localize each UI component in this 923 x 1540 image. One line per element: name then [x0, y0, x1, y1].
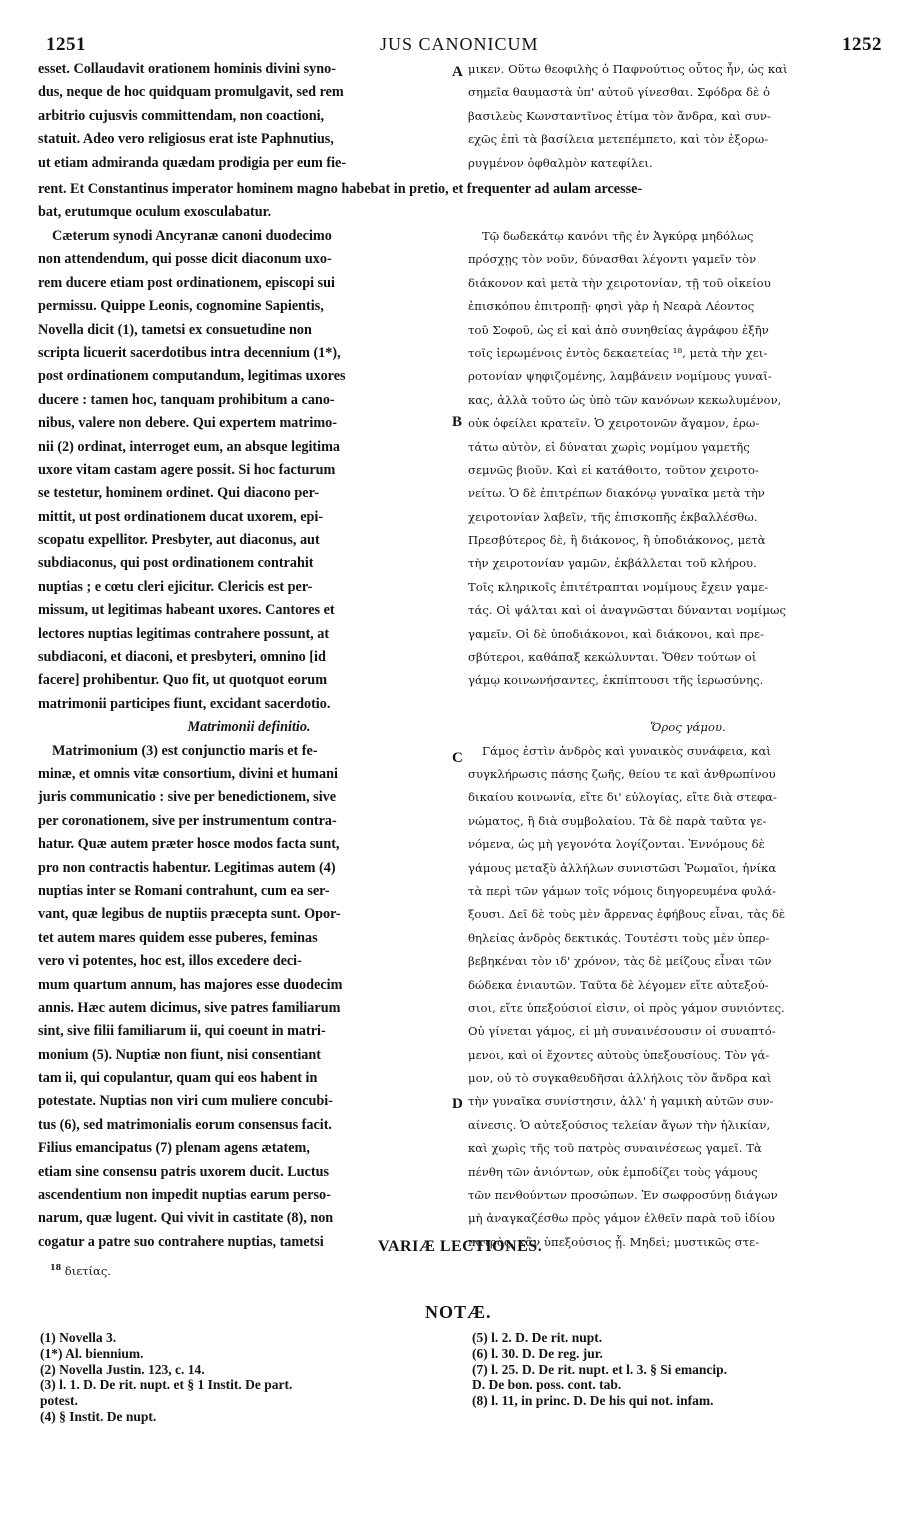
note-line: D. De bon. poss. cont. tab.: [472, 1377, 622, 1393]
variant-text: διετίας.: [64, 1263, 111, 1278]
greek-line: σιοι, εἴτε ὑπεξούσιοί εἰσιν, οἱ πρὸς γάμον συνιόντες.: [468, 1000, 785, 1015]
latin-line: vant, quæ legibus de nuptiis præcepta sunt. Opor-: [38, 906, 341, 923]
greek-line: κας, ἀλλὰ τοῦτο ὡς ὑπὸ τῶν κανόνων κεκωλυμένον,: [468, 392, 782, 407]
latin-column-main: [38, 225, 463, 1254]
greek-column-top: [468, 58, 908, 175]
greek-line: νείτω. Ὁ δὲ ἐπιτρέπων διακόνῳ γυναῖκα μετὰ τὴν: [468, 486, 765, 501]
latin-line: permissu. Quippe Leonis, cognomine Sapientis,: [38, 298, 324, 315]
greek-line: βασιλεὺς Κωνσταντῖνος ἐτίμα τὸν ἄνδρα, καὶ συν-: [468, 108, 771, 123]
greek-line: διάκονον καὶ μετὰ τὴν χειροτονίαν, τῇ τοῦ οἰκείου: [468, 275, 771, 290]
greek-line: Ὅρος γάμου.: [650, 720, 726, 735]
greek-line: Πρεσβύτερος δὲ, ἢ διάκονος, ἢ ὑποδιάκονος, μετὰ: [468, 533, 766, 548]
note-line: (5) l. 2. D. De rit. nupt.: [472, 1330, 603, 1345]
latin-line: scopatu expellitor. Presbyter, aut diaconus, aut: [38, 532, 320, 549]
latin-line: subdiaconus, qui post ordinationem contrahit: [38, 555, 314, 572]
latin-line: ut etiam admiranda quædam prodigia per eum fie-: [38, 154, 347, 171]
greek-line: Τῷ δωδεκάτῳ κανόνι τῆς ἐν Ἀγκύρᾳ μηδόλως: [482, 229, 754, 243]
margin-marker-d: D: [452, 1096, 463, 1112]
latin-line: ascendentium non impedit nuptias earum perso-: [38, 1187, 331, 1204]
latin-full-width-lines: [38, 178, 908, 225]
latin-line: rem ducere etiam post ordinationem, episcopi sui: [38, 274, 336, 291]
greek-line: [468, 693, 908, 716]
greek-line: τὴν χειροτονίαν γαμῶν, ἐκβάλλεται τοῦ κλήρου.: [468, 556, 757, 571]
latin-column-top: [38, 58, 458, 175]
greek-line: νώματος, ἢ διὰ συμβολαίου. Τὰ δὲ παρὰ ταῦτα γε-: [468, 813, 767, 828]
greek-line: ἐπισκόπου ἐπιτροπῇ· φησὶ γὰρ ἡ Νεαρὰ Λέοντος: [468, 299, 755, 314]
greek-line: μὴ ἀναγκαζέσθω πρὸς γάμον ἐλθεῖν παρὰ τοῦ ἰδίου: [468, 1211, 775, 1226]
greek-line: Γάμος ἐστὶν ἀνδρὸς καὶ γυναικὸς συνάφεια, καὶ: [482, 743, 771, 758]
latin-line: arbitrio cujusvis committendam, non coactioni,: [38, 107, 325, 124]
greek-line: πένθη τῶν ἀνιόντων, οὐκ ἐμποδίζει τοὺς γάμους: [468, 1164, 758, 1179]
latin-line: vero vi potentes, hoc est, illos excedere deci-: [38, 953, 302, 970]
notes-column-right: [472, 1330, 912, 1409]
greek-line: εχῶς ἐπὶ τὰ βασίλεια μετεπέμπετο, καὶ τὸν ἐξορω-: [468, 132, 769, 147]
latin-line: per coronationem, sive per instrumentum contra-: [38, 812, 337, 829]
greek-line: γαμεῖν. Οἱ δὲ ὑποδιάκονοι, καὶ διάκονοι, καὶ πρε-: [468, 626, 765, 641]
greek-line: τοῦ Σοφοῦ, ὡς εἰ καὶ ἀπὸ συνηθείας ἀγράφου ἐξῆν: [468, 322, 769, 337]
latin-line: Matrimonium (3) est conjunctio maris et fe-: [52, 742, 318, 759]
greek-line: Οὐ γίνεται γάμος, εἰ μὴ συναινέσουσιν οἱ συναπτό-: [468, 1024, 776, 1039]
greek-line: τὰ περὶ τῶν γάμων τοῖς νόμοις διηγορευμένα φυλά-: [468, 883, 777, 898]
greek-line: γάμῳ κοινωνήσαντες, ἐκπίπτουσι τῆς ἱερωσύνης.: [468, 673, 764, 688]
margin-marker-b: B: [452, 414, 463, 430]
page-number-left: 1251: [46, 34, 86, 55]
greek-line: πρόσχῃς τὸν νοῦν, δύνασθαι λέγοντι γαμεῖν τὸν: [468, 252, 757, 267]
greek-line: τάτω αὐτὸν, εἰ δύναται χωρὶς νομίμου γαμετῆς: [468, 439, 750, 454]
latin-line: nuptias inter se Romani contrahunt, cum ea ser-: [38, 882, 330, 899]
latin-line: nuptias ; e cœtu cleri ejicitur. Clericis est per-: [38, 578, 313, 595]
running-title: JUS CANONICUM: [380, 34, 539, 54]
greek-line: σβύτεροι, καθάπαξ κεκώλυνται. Ὅθεν τούτων οἱ: [468, 650, 757, 665]
latin-line: post ordinationem computandum, legitimas uxores: [38, 368, 346, 385]
latin-line: annis. Hæc autem dicimus, sive patres familiarum: [38, 999, 341, 1016]
latin-line: Matrimonii definitio.: [187, 719, 311, 736]
latin-line: bat, erutumque oculum exosculabatur.: [38, 204, 272, 221]
latin-line: lectores nuptias legitimas contrahere possunt, at: [38, 625, 330, 642]
latin-line: narum, quæ lugent. Qui vivit in castitate (8), non: [38, 1210, 334, 1227]
greek-line: νόμενα, ὡς μὴ γεγονότα λογίζονται. Ἐννόμους δὲ: [468, 837, 765, 852]
note-line: potest.: [40, 1393, 78, 1409]
greek-line: ροτονίαν ψηφιζομένης, λαμβάνειν νομίμους γυναῖ-: [468, 369, 772, 384]
latin-line: mum quartum annum, has majores esse duodecim: [38, 976, 343, 993]
greek-line: μικεν. Οὕτω θεοφιλὴς ὁ Παφνούτιος οὗτος ἦν, ὡς καὶ: [468, 62, 788, 76]
variae-lectiones-heading: VARIÆ LECTIONES.: [378, 1238, 543, 1255]
greek-line: μον, οὐ τὸ συγκαθευδῆσαι ἀλλήλοις τὸν ἄνδρα καὶ: [468, 1071, 772, 1086]
latin-line: missum, ut legitimas habeant uxores. Cantores et: [38, 602, 335, 619]
greek-line: μενοι, καὶ οἱ ἔχοντες αὐτοὺς ὑπεξουσίους. Τὸν γά-: [468, 1047, 770, 1062]
note-line: (8) l. 11, in princ. D. De his qui not. infam.: [472, 1393, 714, 1409]
greek-line: Τοῖς κληρικοῖς ἐπιτέτραπται νομίμους ἔχειν γαμε-: [468, 579, 769, 594]
latin-line: Novella dicit (1), tametsi ex consuetudine non: [38, 321, 312, 338]
latin-line: dus, neque de hoc quidquam promulgavit, sed rem: [38, 84, 344, 101]
greek-line: τοῖς ἱερωμένοις ἐντὸς δεκαετείας ¹⁸, μετὰ τὴν χει-: [468, 345, 768, 360]
note-line: (6) l. 30. D. De reg. jur.: [472, 1345, 603, 1361]
latin-line: nii (2) ordinat, interroget eum, an absque legitima: [38, 438, 340, 455]
note-line: (1*) Al. biennium.: [40, 1345, 144, 1361]
greek-line: θηλείας ἀνδρὸς δεκτικάς. Τουτέστι τοὺς μὲν ὑπερ-: [468, 930, 770, 945]
greek-line: συγκλήρωσις πάσης ζωῆς, θείου τε καὶ ἀνθρωπίνου: [468, 766, 776, 781]
greek-line: πατρὸς, κἂν ὑπεξούσιος ᾖ. Μηδεὶ; μυστικῶς στε-: [468, 1234, 760, 1249]
latin-line: esset. Collaudavit orationem hominis divini syno-: [38, 61, 336, 77]
notes-column-left: [40, 1330, 460, 1425]
variant-reading: [50, 1262, 111, 1278]
margin-marker-c: C: [452, 750, 463, 766]
note-line: (1) Novella 3.: [40, 1330, 117, 1345]
latin-line: pro non contractis habentur. Legitimas autem (4): [38, 859, 336, 876]
greek-line: γάμους μεταξὺ ἀλλήλων συνιστῶσι Ῥωμαῖοι, ἡνίκα: [468, 860, 777, 875]
latin-line: subdiaconi, et diaconi, et presbyteri, omnino [id: [38, 649, 326, 666]
page-number-right: 1252: [842, 34, 882, 55]
latin-line: uxore vitam castam agere possit. Si hoc facturum: [38, 461, 336, 478]
greek-line: χειροτονίαν λαβεῖν, τῆς ἐπισκοπῆς ἐκβαλλέσθω.: [468, 509, 758, 524]
greek-line: ρυγμένον ὀφθαλμὸν κατεφίλει.: [468, 155, 653, 170]
greek-line: ξουσι. Δεῖ δὲ τοὺς μὲν ἄρρενας ἐφήβους εἶναι, τὰς δὲ: [468, 907, 786, 922]
latin-line: facere] prohibentur. Quo fit, ut quotquot eorum: [38, 672, 328, 689]
latin-line: monium (5). Nuptiæ non fiunt, nisi consentiant: [38, 1046, 322, 1063]
latin-line: ducere : tamen hoc, tanquam prohibitum a cano-: [38, 391, 335, 408]
latin-line: Filius emancipatus (7) plenam agens ætatem,: [38, 1140, 310, 1157]
notae-heading: NOTÆ.: [425, 1302, 492, 1322]
greek-line: σημεῖα θαυμαστὰ ὑπ' αὐτοῦ γίνεσθαι. Σφόδρα δὲ ὁ: [468, 85, 771, 100]
latin-line: se testetur, hominem ordinet. Qui diacono per-: [38, 485, 320, 502]
latin-line: statuit. Adeo vero religiosus erat iste Paphnutius,: [38, 131, 334, 148]
greek-line: σεμνῶς βιοῦν. Καὶ εἰ κατάθοιτο, τοῦτον χειροτο-: [468, 462, 759, 477]
latin-line: etiam sine consensu patris uxorem ducit. Luctus: [38, 1163, 329, 1180]
latin-line: rent. Et Constantinus imperator hominem magno habebat in pretio, et frequenter ad aulam arcesse-: [38, 181, 643, 197]
greek-line: δώδεκα ἐνιαυτῶν. Ταῦτα δὲ λέγομεν εἴτε αὐτεξού-: [468, 977, 769, 992]
greek-line: οὐκ ὀφείλει κρατεῖν. Ὁ χειροτονῶν ἄγαμον, ἐρω-: [468, 416, 760, 431]
note-line: (7) l. 25. D. De rit. nupt. et l. 3. § Si emancip.: [472, 1361, 727, 1377]
latin-line: Cæterum synodi Ancyranæ canoni duodecimo: [52, 228, 332, 244]
note-line: (3) l. 1. D. De rit. nupt. et § 1 Instit. De part.: [40, 1377, 293, 1393]
latin-line: tus (6), sed matrimonialis eorum consensus facit.: [38, 1116, 332, 1133]
latin-line: potestate. Nuptias non viri cum muliere concubi-: [38, 1093, 333, 1110]
latin-line: sint, sive filii familiarum ii, qui coeunt in matri-: [38, 1023, 326, 1040]
note-line: (4) § Instit. De nupt.: [40, 1408, 157, 1424]
latin-line: tet autem mares quidem esse puberes, feminas: [38, 929, 318, 946]
greek-line: τάς. Οἱ ψάλται καὶ οἱ ἀναγνῶσται δύνανται νομίμως: [468, 603, 787, 618]
greek-line: αίνεσις. Ὁ αὐτεξούσιος τελείαν ἄγων τὴν ἡλικίαν,: [468, 1117, 771, 1132]
latin-line: non attendendum, qui posse dicit diaconum uxo-: [38, 251, 332, 268]
latin-line: nibus, valere non debere. Qui expertem matrimo-: [38, 415, 337, 432]
latin-line: juris communicatio : sive per benedictionem, sive: [38, 789, 337, 806]
variant-marker: 18: [50, 1262, 62, 1272]
note-line: (2) Novella Justin. 123, c. 14.: [40, 1361, 205, 1377]
greek-line: τὴν γυναῖκα συνίστησιν, ἀλλ' ἡ γαμικὴ αὐτῶν συν-: [468, 1094, 774, 1109]
latin-line: hatur. Quæ autem præter hosce modos facta sunt,: [38, 836, 340, 853]
latin-line: matrimonii participes fiunt, excidant sacerdotio.: [38, 695, 331, 712]
greek-column-main: [468, 225, 908, 1254]
latin-line: minæ, et omnis vitæ consortium, divini et humani: [38, 765, 338, 782]
greek-line: τῶν πενθούντων προσώπων. Ἐν σωφροσύνῃ διάγων: [468, 1188, 778, 1203]
latin-line: mittit, ut post ordinationem ducat uxorem, epi-: [38, 508, 324, 525]
margin-marker-a: A: [452, 64, 463, 80]
greek-line: βεβηκέναι τὸν ιδ' χρόνον, τὰς δὲ μείζους εἶναι τῶν: [468, 954, 772, 969]
latin-line: cogatur a patre suo contrahere nuptias, tametsi: [38, 1233, 324, 1250]
latin-line: scripta licuerit sacerdotibus intra decennium (1*),: [38, 344, 341, 361]
latin-line: tam ii, qui copulantur, quam qui eos habent in: [38, 1070, 318, 1087]
greek-line: δικαίου κοινωνία, εἴτε δι' εὐλογίας, εἴτε διὰ στεφα-: [468, 790, 778, 805]
greek-line: καὶ χωρὶς τῆς τοῦ πατρὸς συναινέσεως γαμεῖ. Τὰ: [468, 1141, 762, 1156]
